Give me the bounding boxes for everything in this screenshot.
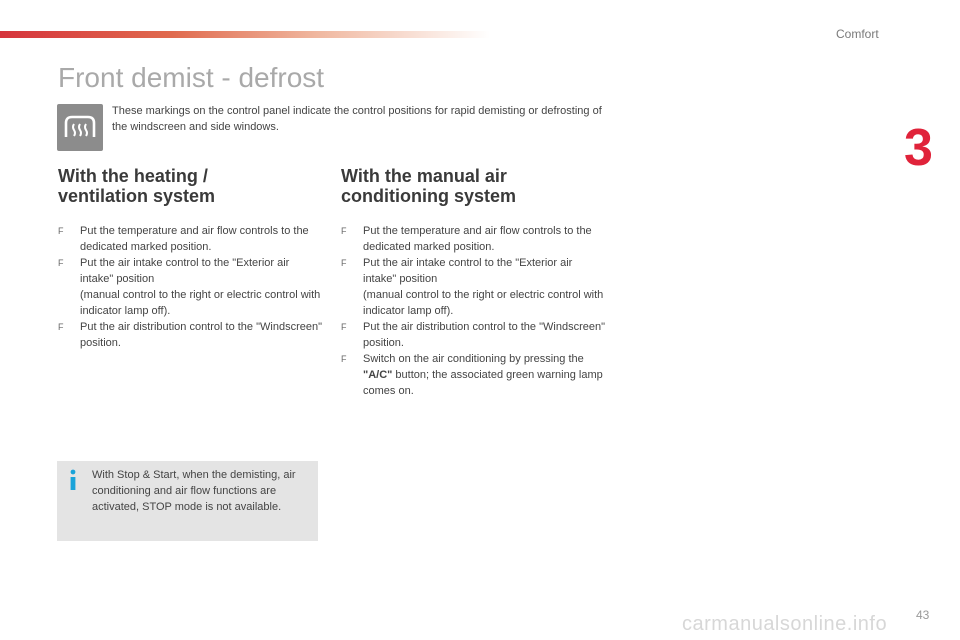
info-note (57, 461, 318, 541)
heading-line: With the heating / (58, 166, 208, 186)
instruction-list (341, 223, 606, 399)
list-item (58, 223, 323, 255)
list-item-text: Put the air intake control to the "Exterior air intake" position (manual control to the right or electric control with indicator lamp off). (363, 257, 604, 317)
rear-defrost-icon (57, 104, 103, 151)
bullet-marker: F (341, 322, 347, 332)
bullet-marker: F (58, 322, 64, 332)
list-item-text (363, 353, 603, 397)
text-fragment: button; the associated green warning lamp comes on. (363, 369, 603, 397)
manual-ac-section (341, 166, 606, 399)
header-color-bar (0, 31, 490, 38)
instruction-list (58, 223, 323, 351)
list-item-text: Put the air distribution control to the "Windscreen" position. (80, 321, 322, 349)
text-fragment: Switch on the air conditioning by pressing the (363, 353, 584, 365)
section-heading (341, 166, 606, 206)
list-item-text: Put the temperature and air flow controls to the dedicated marked position. (363, 225, 592, 253)
bullet-marker: F (341, 354, 347, 364)
info-text: With Stop & Start, when the demisting, air conditioning and air flow functions are activated, STOP mode is not available. (92, 469, 296, 513)
page-number: 43 (916, 608, 930, 622)
info-icon (67, 469, 79, 491)
heading-line: conditioning system (341, 186, 517, 206)
list-item (341, 351, 606, 399)
list-item (341, 223, 606, 255)
bullet-marker: F (58, 258, 64, 268)
heading-line: With the manual air (341, 166, 507, 186)
watermark: carmanualsonline.info (682, 613, 888, 635)
heating-ventilation-section (58, 166, 323, 351)
chapter-number: 3 (904, 119, 933, 177)
list-item (58, 319, 323, 351)
ac-button-label: "A/C" (363, 369, 393, 381)
bullet-marker: F (341, 258, 347, 268)
list-item-text: Put the air intake control to the "Exterior air intake" position (manual control to the right or electric control with indicator lamp off). (80, 257, 321, 317)
list-item (58, 255, 323, 319)
bullet-marker: F (58, 226, 64, 236)
bullet-marker: F (341, 226, 347, 236)
intro-text: These markings on the control panel indicate the control positions for rapid demisting or defrosting of the windscreen and side windows. (112, 105, 602, 133)
heading-line: ventilation system (58, 186, 216, 206)
list-item-text: Put the temperature and air flow controls to the dedicated marked position. (80, 225, 309, 253)
section-heading (58, 166, 323, 206)
section-name: Comfort (836, 27, 879, 41)
list-item-text: Put the air distribution control to the "Windscreen" position. (363, 321, 605, 349)
page-title: Front demist - defrost (58, 62, 325, 93)
list-item (341, 319, 606, 351)
list-item (341, 255, 606, 319)
